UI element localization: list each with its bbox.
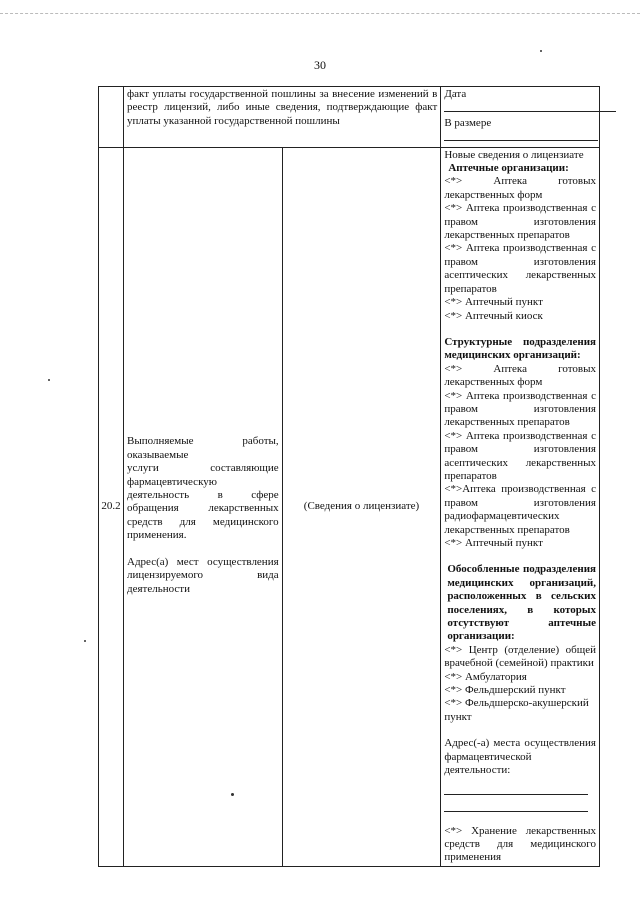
scan-speck: [540, 50, 542, 52]
works-cell: [124, 147, 283, 866]
struct-title: Структурные подразделения медицинских организаций:: [444, 335, 596, 362]
checkbox-item[interactable]: <*> Хранение лекарственных средств для медицинского применения: [444, 824, 596, 864]
scan-speck: [231, 793, 234, 796]
license-form-table: [98, 86, 600, 867]
address-label: Адрес(-а) места осуществления фармацевтической деятельности:: [444, 737, 596, 777]
date-label: Дата: [444, 88, 467, 100]
row1-number-cell: [99, 87, 124, 148]
works-description: услуги составляющие фармацевтическую деятельность в сфере обращения лекарственных средств для медицинского применения.: [127, 462, 279, 542]
fee-description-cell: [124, 87, 441, 148]
checkbox-item[interactable]: <*> Аптечный пункт: [444, 537, 543, 549]
checkbox-item[interactable]: <*> Аптека готовых лекарственных форм: [444, 362, 596, 389]
new-info-heading: Новые сведения о лицензиате: [444, 148, 584, 161]
scan-speck: [48, 379, 50, 381]
checkbox-item[interactable]: <*> Фельдшерско-акушерский пункт: [444, 697, 589, 723]
table-row-fee: [99, 87, 600, 148]
checkbox-item[interactable]: <*> Аптека производственная с правом изготовления лекарственных препаратов: [444, 389, 596, 429]
checkbox-item[interactable]: <*> Аптечный киоск: [444, 309, 543, 322]
info-type-label: (Сведения о лицензиате): [303, 499, 420, 512]
checkbox-item[interactable]: <*> Аптека производственная с правом изготовления асептических лекарственных препаратов: [444, 242, 596, 295]
amount-label: В размере: [444, 116, 492, 129]
checkbox-item[interactable]: <*> Аптека производственная с правом изготовления асептических лекарственных препаратов: [444, 429, 596, 482]
works-line-2: оказываемые: [127, 448, 189, 461]
scan-speck: [84, 640, 86, 642]
licensee-info-cell: [441, 147, 600, 866]
checkbox-item[interactable]: <*> Фельдшерский пункт: [444, 684, 566, 697]
table-row-pharmacy: [99, 147, 600, 866]
separate-title: Обособленные подразделения медицинских организаций, расположенных в сельских поселениях, в которых отсутствуют аптечные организации:: [447, 563, 596, 643]
info-type-cell: [282, 147, 441, 866]
page-number: 30: [314, 58, 326, 72]
top-scan-line: [0, 13, 640, 14]
address-line-2[interactable]: [444, 795, 588, 812]
address-description: Адрес(а) мест осуществления лицензируемого вида деятельности: [127, 555, 279, 595]
fee-description: факт уплаты государственной пошлины за внесение изменений в реестр лицензий, либо иные сведения, подтверждающие факт уплаты указанной государственной пошлины: [127, 88, 438, 127]
checkbox-item[interactable]: <*> Амбулатория: [444, 670, 527, 683]
fee-fields-cell: [441, 87, 600, 148]
amount-field[interactable]: [444, 117, 596, 146]
works-line-1: Выполняемые работы,: [127, 435, 279, 448]
checkbox-item[interactable]: <*> Аптека готовых лекарственных форм: [444, 175, 596, 201]
pharm-orgs-title: Аптечные организации:: [448, 162, 569, 175]
checkbox-item[interactable]: <*>Аптека производственная с правом изготовления радиофармацевтических лекарственных препаратов: [444, 483, 596, 536]
checkbox-item[interactable]: <*> Центр (отделение) общей врачебной (семейной) практики: [444, 643, 596, 670]
address-line-1[interactable]: [444, 778, 588, 795]
checkbox-item[interactable]: <*> Аптечный пункт: [444, 296, 543, 309]
date-field[interactable]: [444, 88, 596, 117]
row-number: 20.2: [99, 147, 124, 866]
checkbox-item[interactable]: <*> Аптека производственная с правом изготовления лекарственных препаратов: [444, 202, 596, 242]
